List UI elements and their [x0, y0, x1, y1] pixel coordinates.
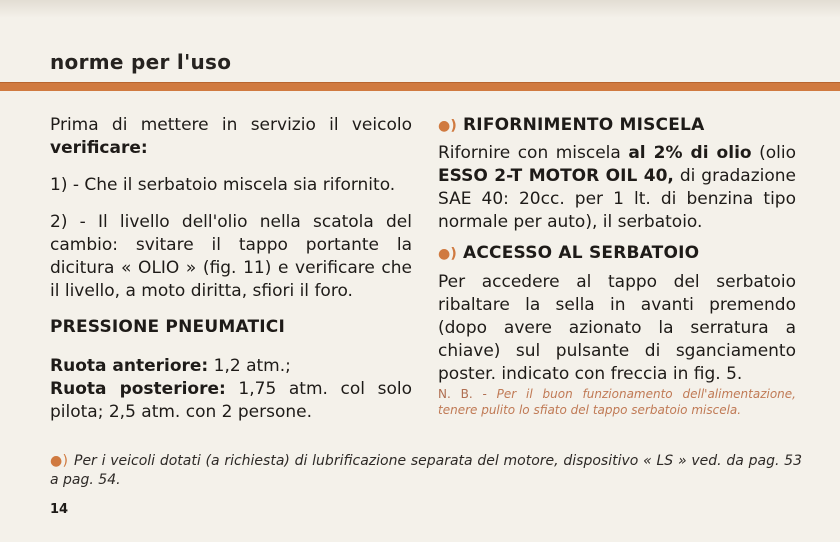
nb-text: Per il buon funzionamento dell'alimentazione, tenere pulito lo sfiato del tappo serbatoio miscela.	[438, 387, 796, 417]
rear-tire-label: Ruota posteriore:	[50, 379, 226, 399]
refuel-text-3: di gradazione SAE 40: 20cc. per 1 lt. di benzina tipo normale per auto), il serbatoio.	[438, 166, 796, 232]
footnote	[50, 452, 802, 490]
intro-paragraph	[50, 114, 412, 160]
header-rule	[0, 82, 840, 91]
intro-bold: verificare:	[50, 138, 148, 158]
left-column	[50, 114, 412, 424]
right-column	[438, 114, 796, 418]
page-number: 14	[50, 502, 69, 517]
refuel-heading-line	[438, 114, 796, 138]
item-2: 2) - Il livello dell'olio nella scatola del cambio: svitare il tappo portante la dicitura « OLIO » (fig. 11) e verificare che il livello, a moto diritta, sfiori il foro.	[50, 212, 412, 301]
refuel-bold-2: ESSO 2-T MOTOR OIL 40,	[438, 166, 674, 186]
nb-lead: N. B. -	[438, 387, 497, 401]
item-1: 1) - Che il serbatoio miscela sia rifornito.	[50, 175, 396, 195]
nb-note	[438, 386, 796, 418]
bullet-dot-icon: ●)	[438, 246, 458, 262]
refuel-paragraph	[438, 142, 796, 234]
refuel-heading: RIFORNIMENTO MISCELA	[463, 115, 705, 135]
section-title: norme per l'uso	[50, 50, 232, 74]
front-tire-value: 1,2 atm.;	[208, 356, 291, 376]
refuel-text-1: Rifornire con miscela	[438, 143, 629, 163]
page-top-shadow	[0, 0, 840, 18]
bullet-dot-icon: ●)	[438, 118, 458, 134]
rear-tire-line	[50, 378, 412, 424]
refuel-text-2: (olio	[751, 143, 796, 163]
intro-text: Prima di mettere in servizio il veicolo	[50, 115, 412, 135]
tank-heading-line	[438, 242, 796, 266]
rear-tire-value: 1,75 atm. col solo pilota; 2,5 atm. con 2 persone.	[50, 379, 412, 422]
tank-heading: ACCESSO AL SERBATOIO	[463, 243, 700, 263]
front-tire-label: Ruota anteriore:	[50, 356, 209, 376]
front-tire-line	[50, 355, 412, 378]
footnote-text: Per i veicoli dotati (a richiesta) di lubrificazione separata del motore, dispositivo « LS » ved. da pag. 53 a pag. 54.	[50, 453, 802, 488]
bullet-dot-icon: ●)	[50, 453, 68, 469]
pressure-heading: PRESSIONE PNEUMATICI	[50, 317, 286, 337]
refuel-bold-1: al 2% di olio	[628, 143, 752, 163]
tank-paragraph: Per accedere al tappo del serbatoio ribaltare la sella in avanti premendo (dopo avere azionato la serratura a chiave) sul pulsante di sganciamento poster. indicato con freccia in fig. 5.	[438, 272, 796, 384]
